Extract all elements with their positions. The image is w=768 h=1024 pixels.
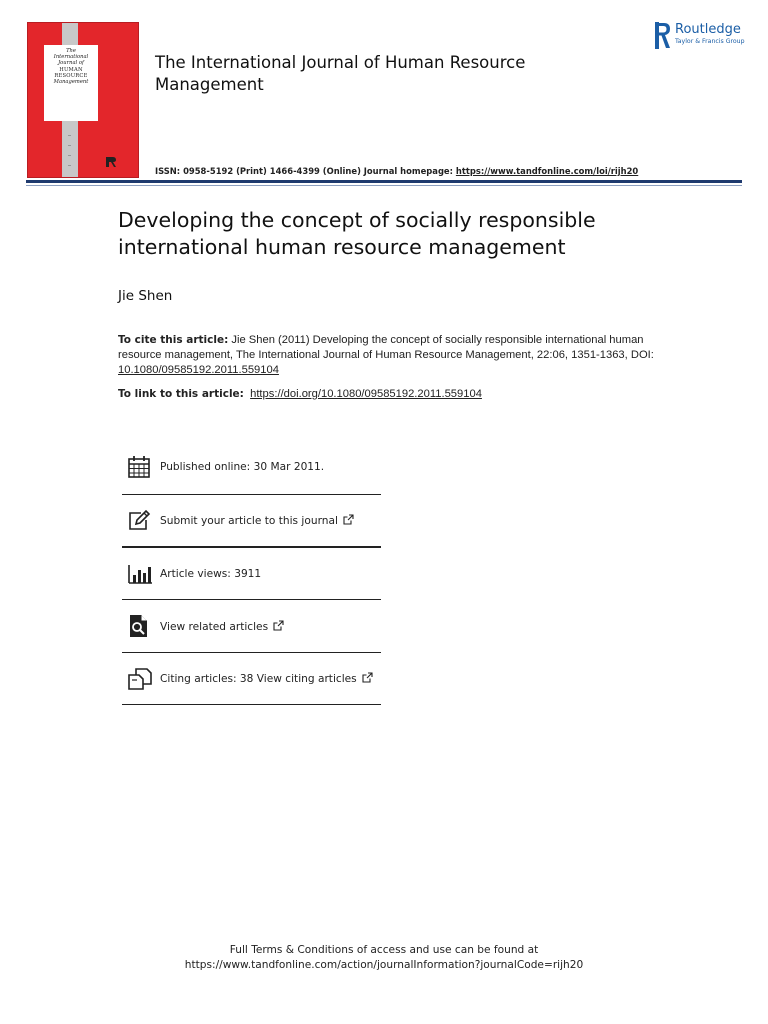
cover-line: HUMAN xyxy=(59,66,83,73)
issn-line xyxy=(155,166,638,176)
citing-articles-row[interactable] xyxy=(122,653,381,705)
publisher-tagline: Taylor & Francis Group xyxy=(675,38,745,45)
journal-title: The International Journal of Human Resource Management xyxy=(155,53,526,94)
article-views-row xyxy=(122,548,381,600)
published-online-row xyxy=(122,440,381,495)
cover-decoration xyxy=(68,135,72,175)
citing-articles-label: Citing articles: 38 View citing articles xyxy=(160,673,357,685)
article-views-text: Article views: 3911 xyxy=(160,567,262,580)
issn-text: ISSN: 0958-5192 (Print) 1466-4399 (Online) Journal homepage: xyxy=(155,166,456,176)
calendar-icon xyxy=(127,455,157,479)
external-link-icon xyxy=(273,620,284,631)
cover-line: RESOURCE xyxy=(54,72,88,79)
related-articles-label: View related articles xyxy=(160,620,269,633)
footer-terms xyxy=(0,943,768,973)
related-articles-row[interactable] xyxy=(122,600,381,653)
routledge-r-icon xyxy=(655,22,671,49)
article-author: Jie Shen xyxy=(118,288,173,304)
link-label: To link to this article: xyxy=(118,388,244,400)
related-articles-link[interactable] xyxy=(160,620,284,633)
cover-line: The xyxy=(66,48,76,54)
cover-publisher-logo xyxy=(106,157,118,168)
publisher-logo xyxy=(655,22,745,49)
footer-terms-link[interactable]: https://www.tandfonline.com/action/journalInformation?journalCode=rijh20 xyxy=(184,959,584,971)
edit-icon xyxy=(127,509,157,533)
external-link-icon xyxy=(343,514,354,525)
article-info-list xyxy=(122,440,381,705)
article-title: Developing the concept of socially responsible international human resource management xyxy=(118,208,596,259)
citation-block xyxy=(118,333,658,378)
search-document-icon xyxy=(127,614,157,638)
published-online-text: Published online: 30 Mar 2011. xyxy=(160,461,325,473)
cite-label: To cite this article: xyxy=(118,334,229,346)
footer-line-1: Full Terms & Conditions of access and use can be found at xyxy=(229,944,539,956)
article-link-line xyxy=(118,388,482,400)
header-divider xyxy=(26,180,742,183)
submit-article-row[interactable] xyxy=(122,495,381,548)
citing-articles-icon xyxy=(127,667,157,691)
article-url-link[interactable]: https://doi.org/10.1080/09585192.2011.559104 xyxy=(250,388,482,400)
cover-title-box xyxy=(44,45,98,121)
journal-cover xyxy=(27,22,139,178)
publisher-name: Routledge xyxy=(675,22,741,37)
submit-article-label: Submit your article to this journal xyxy=(160,515,338,527)
cover-line: Management xyxy=(53,79,89,86)
submit-article-link[interactable] xyxy=(160,514,354,527)
citing-articles-link[interactable] xyxy=(160,672,373,685)
external-link-icon xyxy=(362,672,373,683)
doi-link[interactable]: 10.1080/09585192.2011.559104 xyxy=(118,364,279,376)
bar-chart-icon xyxy=(127,562,157,586)
cite-text: Jie Shen (2011) Developing the concept of socially responsible international human resource management, The International Journal of Human Resource Management, 22:06, 1351-1363, DOI: xyxy=(118,334,654,361)
cover-line: International xyxy=(53,54,89,61)
journal-homepage-link[interactable]: https://www.tandfonline.com/loi/rijh20 xyxy=(455,166,639,176)
header-divider-thin xyxy=(26,185,742,186)
cover-line: Journal of xyxy=(58,60,84,67)
